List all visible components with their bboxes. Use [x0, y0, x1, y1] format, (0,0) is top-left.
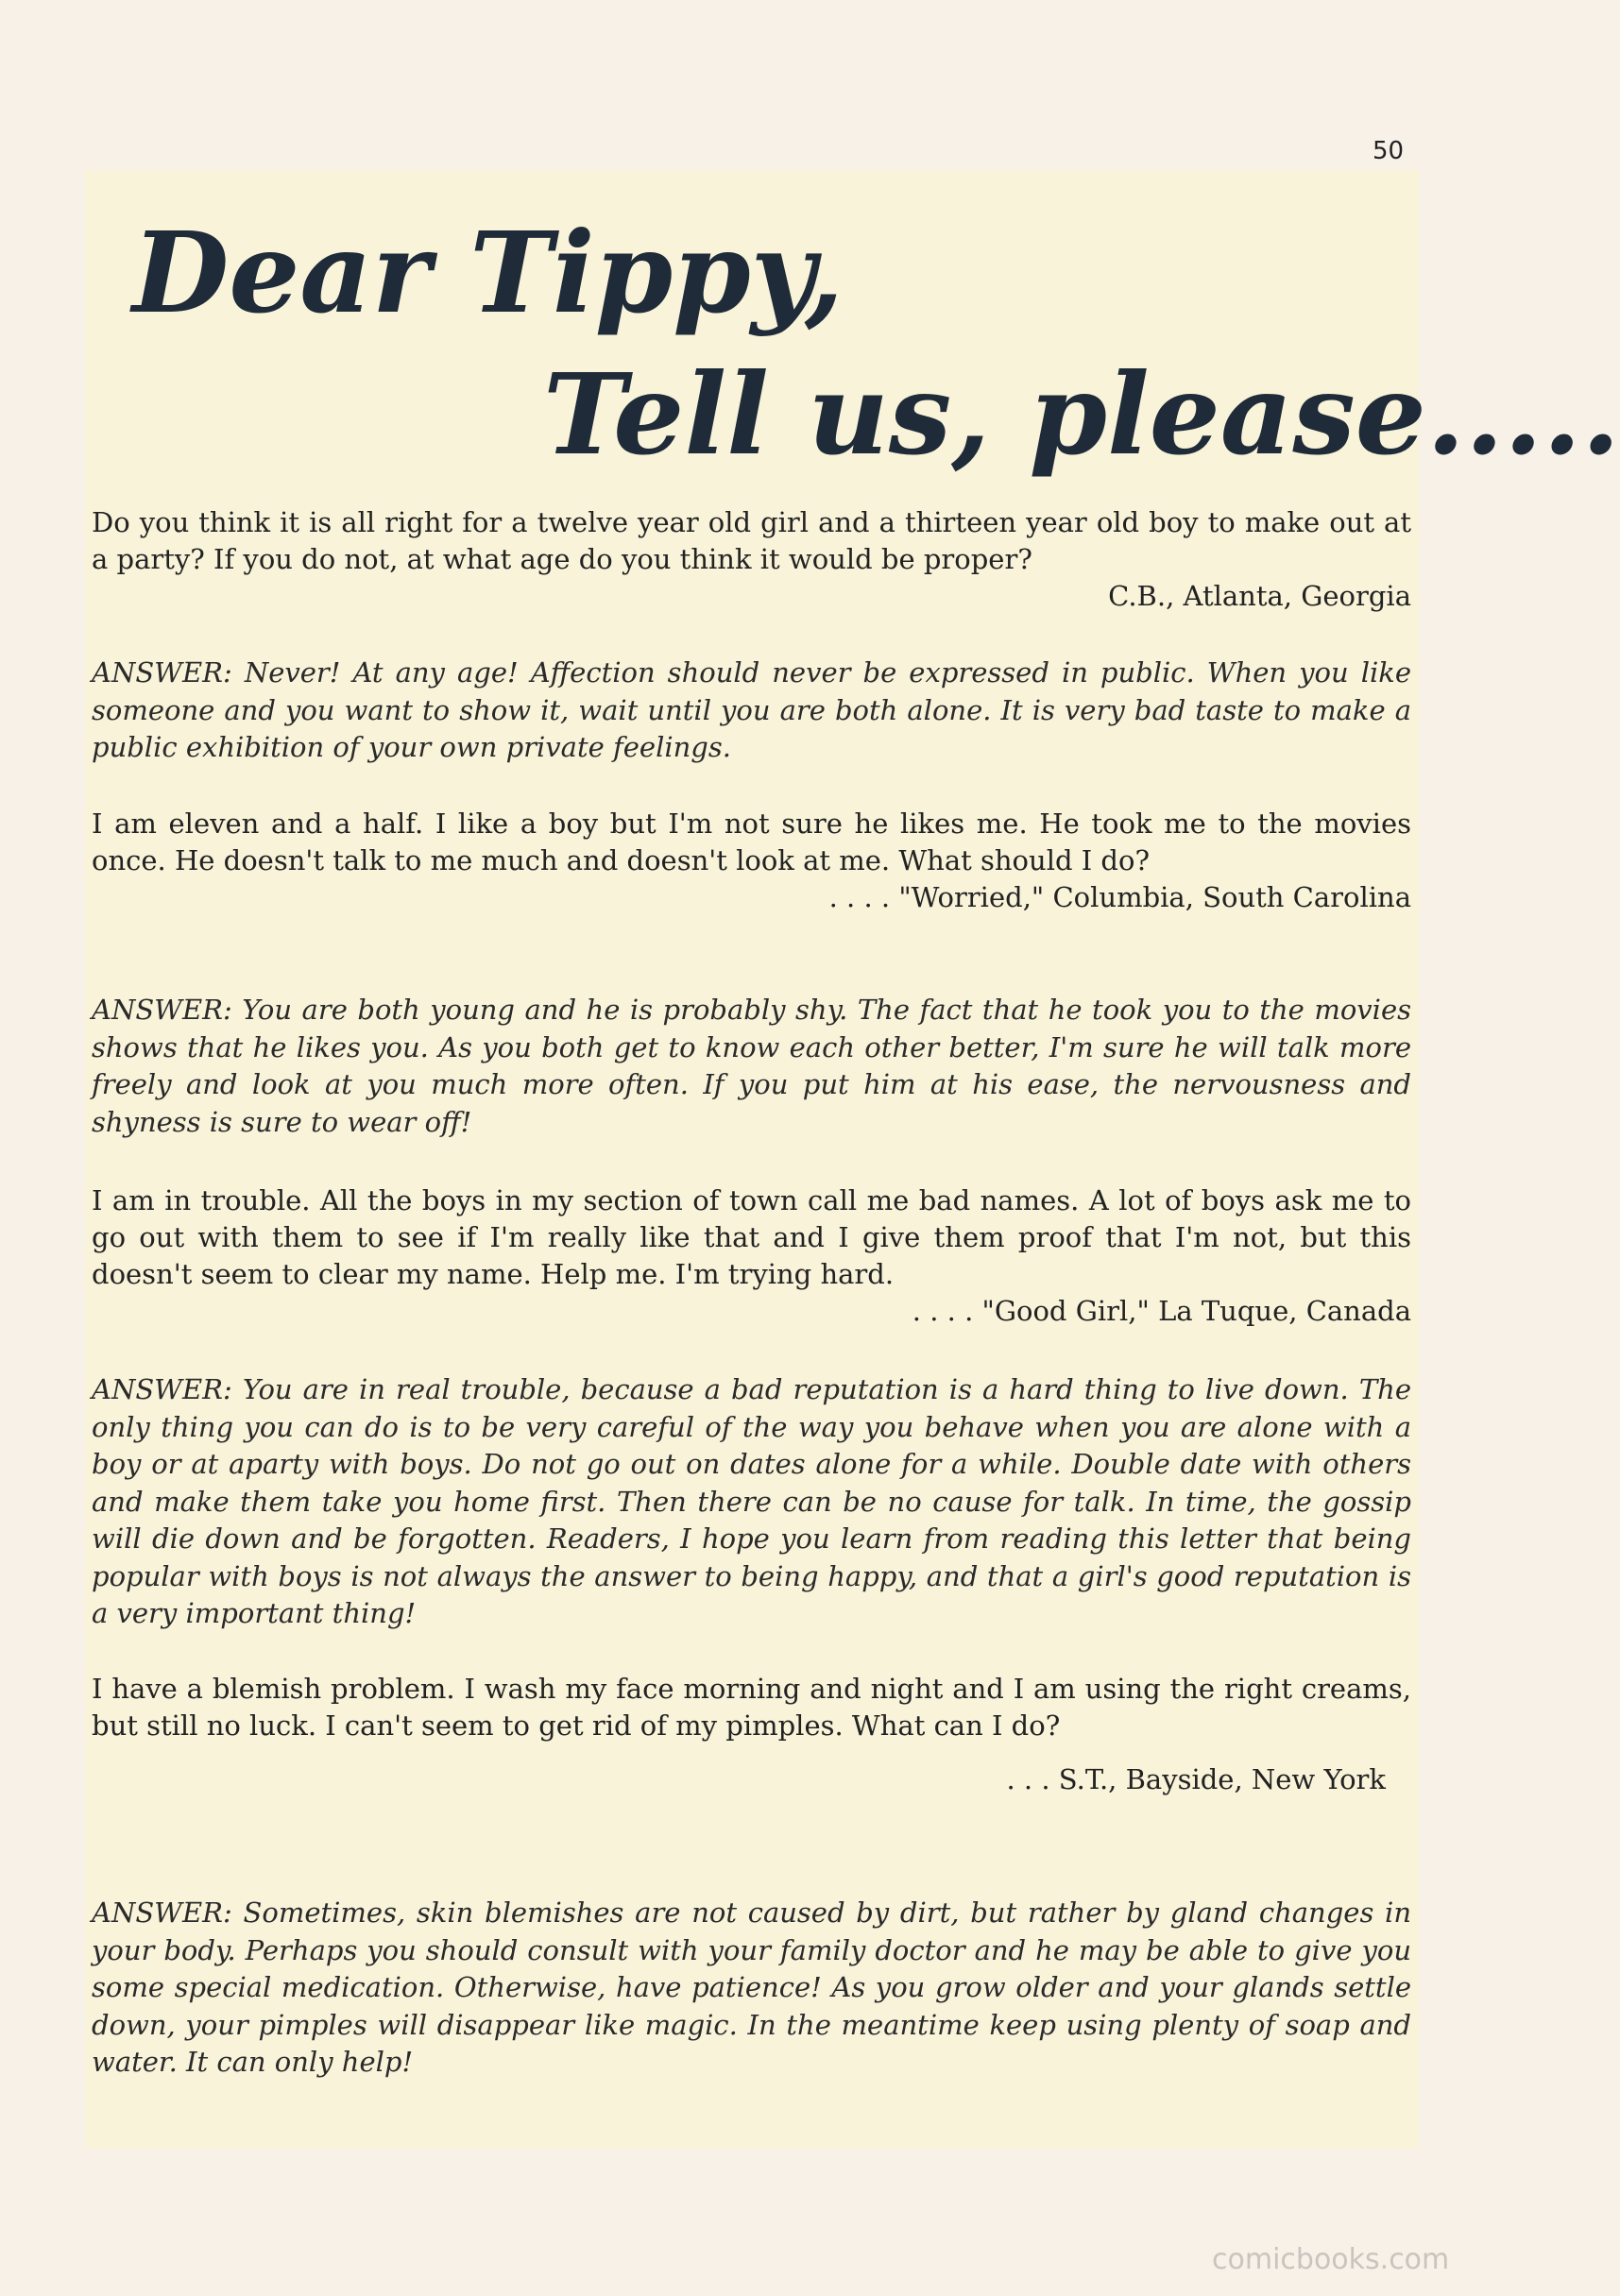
letter-2-text: I am eleven and a half. I like a boy but I'm not sure he likes me. He took me to the movies once. He doesn't talk to me much and doesn't look at me. What should I do?: [92, 808, 1411, 876]
answer-1-text: Never! At any age! Affection should never be expressed in public. When you like someone and you want to show it, wait until you are both alone. It is very bad taste to make a public exhibition of your own private feelings.: [92, 656, 1411, 763]
letter-4-signature: . . . S.T., Bayside, New York: [1006, 1763, 1386, 1795]
title-line-2: Tell us, please.....: [543, 349, 1620, 480]
answer-4: [92, 1895, 1411, 2082]
letter-1: [92, 504, 1411, 615]
answer-2-label: ANSWER:: [92, 994, 232, 1026]
letter-1-text: Do you think it is all right for a twelve year old girl and a thirteen year old boy to make out at a party? If you do not, at what age do you think it would be proper?: [92, 506, 1411, 575]
letter-2: [92, 806, 1411, 916]
letter-3: [92, 1182, 1411, 1330]
answer-1-label: ANSWER:: [92, 656, 232, 689]
answer-1: [92, 655, 1411, 767]
letter-3-text: I am in trouble. All the boys in my section of town call me bad names. A lot of boys ask me to go out with them to see if I'm really like that and I give them proof that I'm not, but this doesn't seem to clear my name. Help me. I'm trying hard.: [92, 1184, 1411, 1290]
title-line-1: Dear Tippy,: [132, 207, 844, 338]
letter-4-text: I have a blemish problem. I wash my face morning and night and I am using the right creams, but still no luck. I can't seem to get rid of my pimples. What can I do?: [92, 1673, 1411, 1742]
letter-2-signature: . . . . "Worried," Columbia, South Carolina: [828, 881, 1411, 913]
letter-1-signature: C.B., Atlanta, Georgia: [1108, 580, 1411, 612]
answer-2: [92, 992, 1411, 1141]
letter-4: [92, 1671, 1411, 1798]
answer-2-text: You are both young and he is probably shy. The fact that he took you to the movies shows that he likes you. As you both get to know each other better, I'm sure he will talk more freely and look at you much more often. If you put him at his ease, the nervousness and shyness is sure to wear off!: [92, 994, 1411, 1138]
page-number: 50: [1373, 137, 1405, 165]
answer-4-label: ANSWER:: [92, 1896, 232, 1929]
letter-3-signature: . . . . "Good Girl," La Tuque, Canada: [912, 1295, 1411, 1327]
answer-3-label: ANSWER:: [92, 1373, 232, 1405]
answer-3: [92, 1371, 1411, 1633]
watermark: comicbooks.com: [1212, 2243, 1450, 2276]
answer-4-text: Sometimes, skin blemishes are not caused by dirt, but rather by gland changes in your body. Perhaps you should consult with your family doctor and he may be able to give you some special medication. Otherwise, have patience! As you grow older and your glands settle down, your pimples will disappear like magic. In the meantime keep using plenty of soap and water. It can only help!: [92, 1896, 1411, 2078]
answer-3-text: You are in real trouble, because a bad reputation is a hard thing to live down. The only thing you can do is to be very careful of the way you behave when you are alone with a boy or at aparty with boys. Do not go out on dates alone for a while. Double date with others and make them take you home first. Then there can be no cause for talk. In time, the gossip will die down and be forgotten. Readers, I hope you learn from reading this letter that being popular with boys is not always the answer to being happy, and that a girl's good reputation is a very important thing!: [92, 1373, 1412, 1629]
